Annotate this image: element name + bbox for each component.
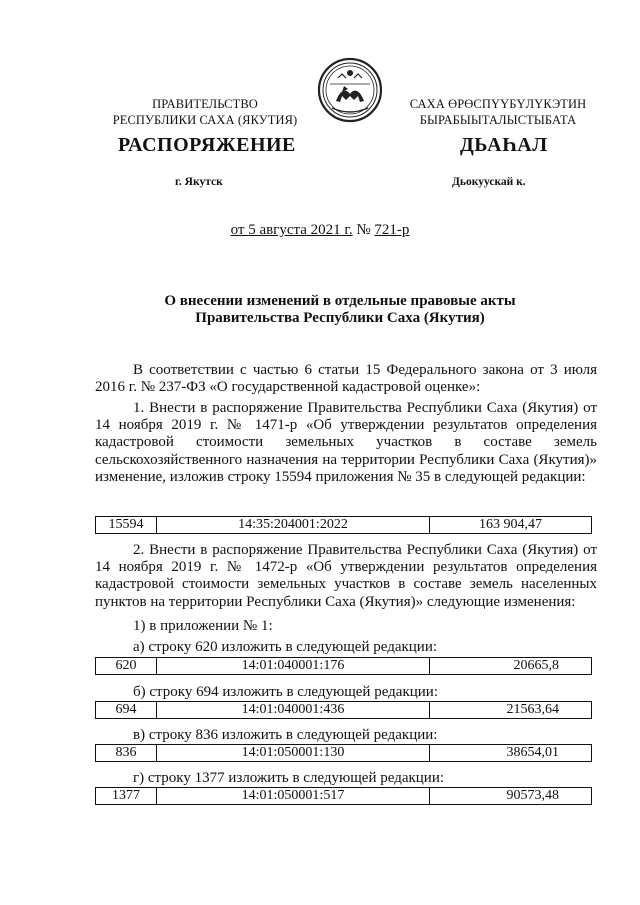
cadastral-value: 21563,64 <box>430 702 592 719</box>
item-1-text: 1. Внести в распоряжение Правительства Республики Саха (Якутия) от 14 ноября 2019 г. № 1471-р «Об утверждении результатов определения кадастровой стоимости земельных участков в составе земель сельскохозяйственного назначения на территории Республики Саха (Якутия)» изменение, изложив строку 15594 приложения № 35 в следующей редакции: <box>95 400 597 485</box>
intro-text: В соответствии с частью 6 статьи 15 Федерального закона от 3 июля 2016 г. № 237-ФЗ «О государственной кадастровой оценке»: <box>95 362 597 396</box>
document-type-ru: РАСПОРЯЖЕНИЕ <box>118 134 296 156</box>
sub-item-g <box>95 770 597 787</box>
number-label: № <box>352 222 375 238</box>
government-name-sakha-line2: БЫРАБЫЫТАЛЫСТЫБАТА <box>419 113 577 127</box>
emblem-icon <box>316 56 384 124</box>
cadastral-number: 14:01:040001:176 <box>157 658 430 675</box>
sub-item-v-text: в) строку 836 изложить в следующей редакции: <box>133 727 438 743</box>
sub-item-v <box>95 727 597 744</box>
table-row-694 <box>95 701 592 719</box>
sub-item-a <box>95 639 597 656</box>
cadastral-number: 14:01:040001:436 <box>157 702 430 719</box>
government-name-ru-line1: ПРАВИТЕЛЬСТВО <box>152 97 258 111</box>
row-number: 1377 <box>96 788 157 805</box>
table-row-15594 <box>95 516 592 534</box>
document-type-sakha: ДЬАҺАЛ <box>460 134 548 156</box>
row-number: 694 <box>96 702 157 719</box>
table-row-836 <box>95 744 592 762</box>
table-row-1377 <box>95 787 592 805</box>
item-1-paragraph <box>95 400 597 486</box>
document-date-number <box>0 222 640 239</box>
sub-item-b <box>95 684 597 701</box>
item-2-paragraph <box>95 542 597 611</box>
government-name-ru <box>95 96 315 128</box>
subject-line1: О внесении изменений в отдельные правовые акты <box>164 293 516 309</box>
row-number: 15594 <box>96 517 157 534</box>
cadastral-value: 38654,01 <box>430 745 592 762</box>
cadastral-value: 163 904,47 <box>430 517 592 534</box>
subject-line2: Правительства Республики Саха (Якутия) <box>195 310 485 326</box>
row-number: 620 <box>96 658 157 675</box>
sub-item-b-text: б) строку 694 изложить в следующей редакции: <box>133 684 438 700</box>
cadastral-number: 14:01:050001:130 <box>157 745 430 762</box>
city-sakha: Дьокуускай к. <box>452 176 526 188</box>
document-number: 721-р <box>374 222 410 238</box>
date-prefix: от <box>230 222 249 238</box>
sub-item-a-text: а) строку 620 изложить в следующей редакции: <box>133 639 438 655</box>
item-2-text: 2. Внести в распоряжение Правительства Республики Саха (Якутия) от 14 ноября 2019 г. № 1472-р «Об утверждении результатов определения кадастровой стоимости земельных участков в составе земель населенных пунктов на территории Республики Саха (Якутия)» следующие изменения: <box>95 542 597 610</box>
sub-item-g-text: г) строку 1377 изложить в следующей редакции: <box>133 770 445 786</box>
cadastral-number: 14:35:204001:2022 <box>157 517 430 534</box>
document-date: 5 августа 2021 г. <box>248 222 353 238</box>
row-number: 836 <box>96 745 157 762</box>
cadastral-value: 90573,48 <box>430 788 592 805</box>
cadastral-number: 14:01:050001:517 <box>157 788 430 805</box>
sub-item-1 <box>95 618 597 635</box>
intro-paragraph <box>95 362 597 396</box>
city-ru: г. Якутск <box>175 176 223 188</box>
government-name-sakha-line1: САХА ӨРӨСПҮҮБҮЛҮКЭТИН <box>409 97 587 111</box>
government-name-sakha <box>393 96 603 128</box>
document-subject <box>95 293 585 327</box>
government-name-ru-line2: РЕСПУБЛИКИ САХА (ЯКУТИЯ) <box>112 113 298 127</box>
table-row-620 <box>95 657 592 675</box>
sub-item-1-text: 1) в приложении № 1: <box>133 618 273 634</box>
cadastral-value: 20665,8 <box>430 658 592 675</box>
